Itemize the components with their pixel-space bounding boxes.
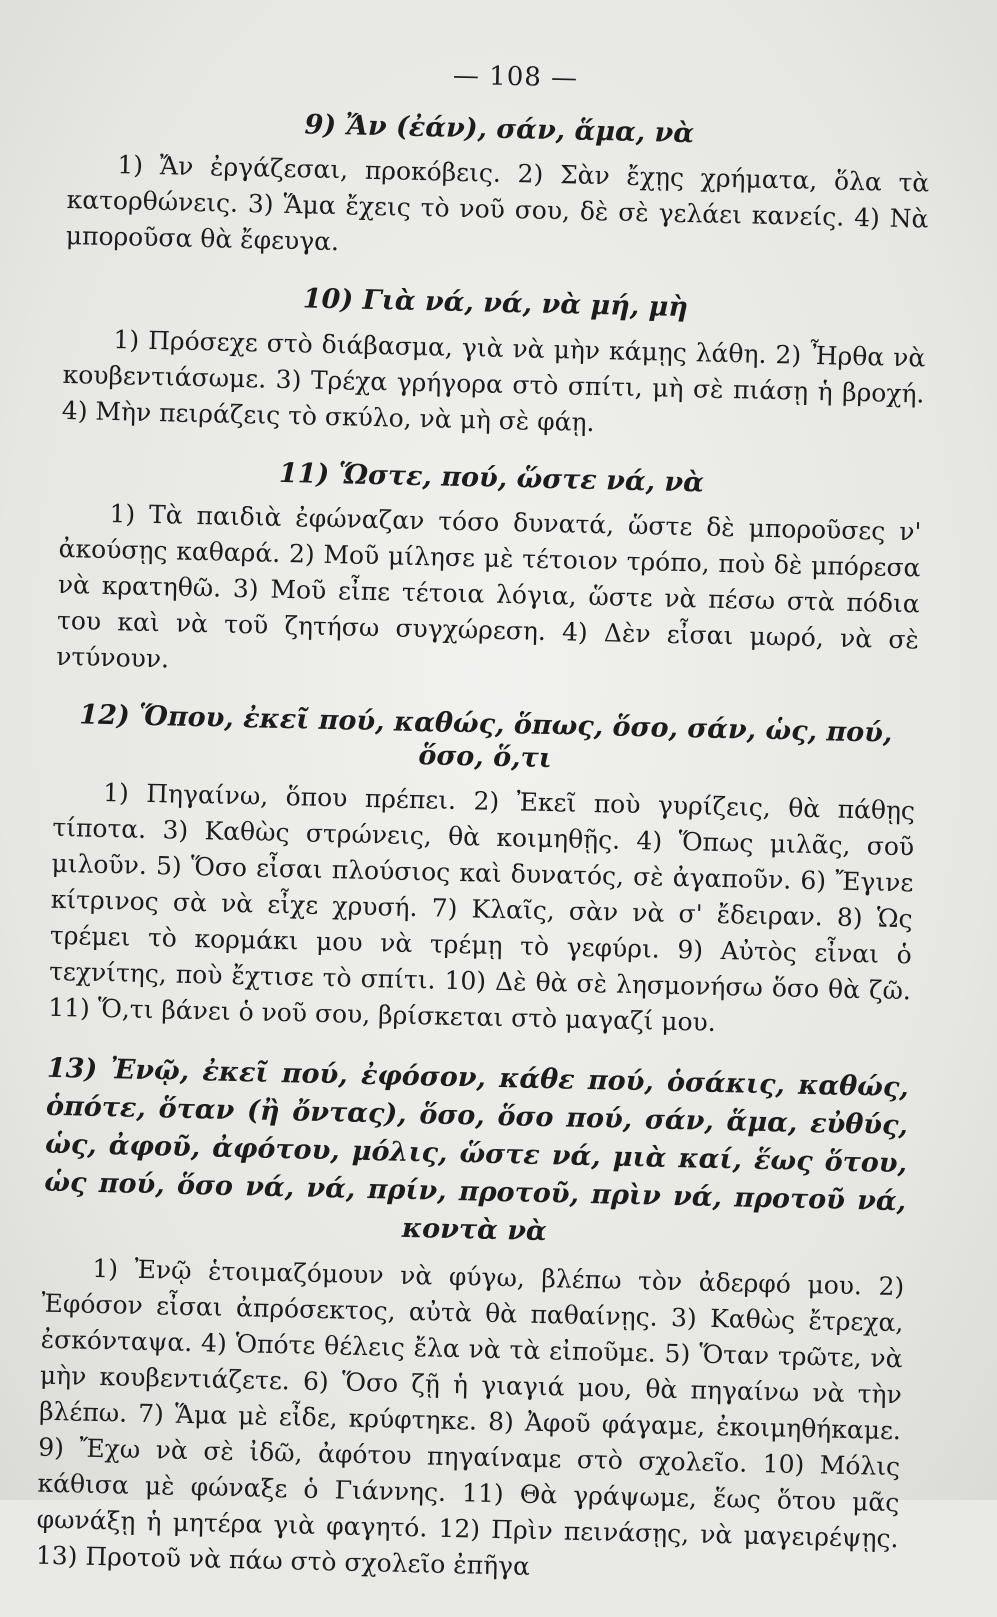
section-heading-12: 12) Ὅπου, ἐκεῖ πού, καθώς, ὅπως, ὅσο, σάν, ὡς, πού, ὅσο, ὅ,τι bbox=[79, 699, 893, 774]
section-heading-9: 9) Ἄν (ἐάν), σάν, ἅμα, νὰ bbox=[304, 109, 695, 150]
section-heading-11: 11) Ὥστε, πού, ὥστε νά, νὰ bbox=[278, 457, 705, 499]
page-number: — 108 — bbox=[452, 60, 579, 94]
section-body-10: 1) Πρόσεχε στὸ διάβασμα, γιὰ νὰ μὴν κάμῃς λάθη. 2) Ἦρθα νὰ κουβεντιάσωμε. 3) Τρέχα γρήγορα στὸ σπίτι, μὴ σὲ πιάσῃ ἡ βροχή. 4) Μὴν πειράζεις τὸ σκύλο, νὰ μὴ σὲ φάῃ. bbox=[61, 324, 926, 437]
page-content bbox=[35, 52, 932, 1617]
section-heading-13: 13) Ἐνῷ, ἐκεῖ πού, ἐφόσον, κάθε πού, ὁσάκις, καθώς, ὁπότε, ὅταν (ἢ ὄντας), ὅσο, ὅσο πού, σάν, ἅμα, εὐθύς, ὡς, ἀφοῦ, ἀφότου, μόλις, ὥστε νά, μιὰ καί, ἕως ὅτου, ὡς πού, ὅσο νά, νά, πρίν, προτοῦ, πρὶν νά, προτοῦ νά, κοντὰ νὰ bbox=[44, 1052, 910, 1248]
section-body-13: 1) Ἐνῷ ἑτοιμαζόμουν νὰ φύγω, βλέπω τὸν ἀδερφό μου. 2) Ἐφόσον εἶσαι ἀπρόσεκτος, αὐτὰ θὰ παθαίνῃς. 3) Καθὼς ἔτρεχα, ἐσκόνταψα. 4) Ὁπότε θέλεις ἔλα νὰ τὰ εἰποῦμε. 5) Ὅταν τρῶτε, νὰ μὴν κουβεντιάζετε. 6) Ὅσο ζῇ ἡ γιαγιά μου, θὰ πηγαίνω νὰ τὴν βλέπω. 7) Ἅμα μὲ εἶδε, κρύφτηκε. 8) Ἀφοῦ φάγαμε, ἐκοιμηθήκαμε. 9) Ἔχω νὰ σὲ ἰδῶ, ἀφότου πηγαίναμε στὸ σχολεῖο. 10) Μόλις κάθισα μὲ φώναξε ὁ Γιάννης. 11) Θὰ γράψωμε, ἕως ὅτου μᾶς φωνάξῃ ἡ μητέρα γιὰ φαγητό. 12) Πρὶν πεινάσῃς, νὰ μαγειρέψῃς. 13) Προτοῦ νὰ πάω στὸ σχολεῖο ἐπῆγα bbox=[35, 1253, 905, 1581]
section-body-9: 1) Ἄν ἐργάζεσαι, προκόβεις. 2) Σὰν ἔχῃς χρήματα, ὅλα τὰ κατορθώνεις. 3) Ἅμα ἔχεις τὸ νοῦ σου, δὲ σὲ γελάει κανείς. 4) Νὰ μποροῦσα θὰ ἔφευγα. bbox=[65, 150, 930, 257]
section-body-12: 1) Πηγαίνω, ὅπου πρέπει. 2) Ἐκεῖ ποὺ γυρίζεις, θὰ πάθῃς τίποτα. 3) Καθὼς στρώνεις, θὰ κοιμηθῇς. 4) Ὅπως μιλᾶς, σοῦ μιλοῦν. 5) Ὅσο εἶσαι πλούσιος καὶ δυνατός, σὲ ἀγαποῦν. 6) Ἔγινε κίτρινος σὰ νὰ εἶχε χρυσή. 7) Κλαῖς, σὰν νὰ σ' ἔδειραν. 8) Ὡς τρέμει τὸ κορμάκι μου νὰ τρέμῃ τὸ γεφύρι. 9) Αὐτὸς εἶναι ὁ τεχνίτης, ποὺ ἔχτισε τὸ σπίτι. 10) Δὲ θὰ σὲ λησμονήσω ὅσο θὰ ζῶ. 11) Ὅ,τι βάνει ὁ νοῦ σου, βρίσκεται στὸ μαγαζί μου. bbox=[47, 777, 916, 1037]
section-heading-10: 10) Γιὰ νά, νά, νὰ μή, μὴ bbox=[302, 283, 689, 324]
section-body-11: 1) Τὰ παιδιὰ ἐφώναζαν τόσο δυνατά, ὥστε δὲ μποροῦσες ν' ἀκούσῃς καθαρά. 2) Μοῦ μίλησε μὲ τέτοιον τρόπο, ποὺ δὲ μπόρεσα νὰ κρατηθῶ. 3) Μοῦ εἶπε τέτοια λόγια, ὥστε νὰ πέσω στὰ πόδια του καὶ νὰ τοῦ ζητήσω συγχώρεση. 4) Δὲν εἶσαι μωρό, νὰ σὲ ντύνουν. bbox=[55, 499, 922, 674]
